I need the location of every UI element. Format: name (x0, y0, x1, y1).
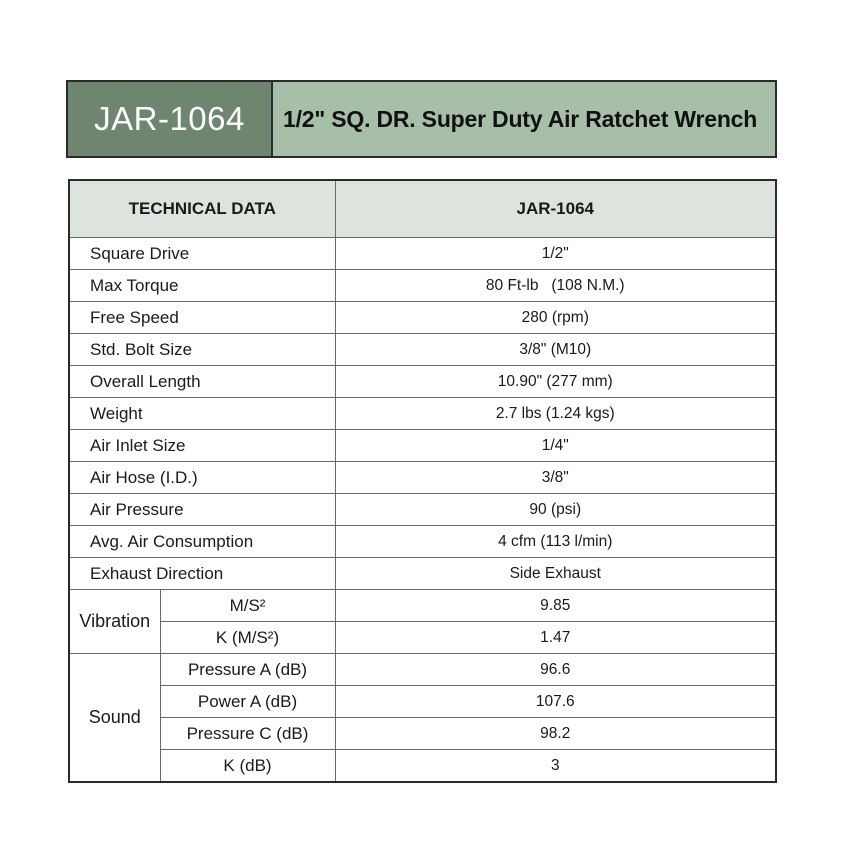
column-header-value: JAR-1064 (335, 180, 776, 238)
table-row (69, 558, 776, 590)
table-row (69, 622, 776, 654)
table-row (69, 750, 776, 783)
product-title: 1/2" SQ. DR. Super Duty Air Ratchet Wrench (273, 82, 775, 156)
table-row (69, 270, 776, 302)
spec-value: Side Exhaust (335, 558, 776, 590)
spec-value: 1/2" (335, 238, 776, 270)
product-header (66, 80, 777, 158)
sound-value: 107.6 (335, 686, 776, 718)
spec-label: Overall Length (69, 366, 335, 398)
spec-value: 1/4" (335, 430, 776, 462)
table-row (69, 398, 776, 430)
spec-label: Square Drive (69, 238, 335, 270)
spec-label: Air Hose (I.D.) (69, 462, 335, 494)
table-row (69, 238, 776, 270)
sound-sub-label: Power A (dB) (160, 686, 335, 718)
sound-sub-label: Pressure A (dB) (160, 654, 335, 686)
sound-value: 96.6 (335, 654, 776, 686)
spec-value: 10.90" (277 mm) (335, 366, 776, 398)
technical-data-table (68, 179, 777, 783)
spec-label: Air Pressure (69, 494, 335, 526)
vibration-value: 1.47 (335, 622, 776, 654)
table-row (69, 494, 776, 526)
spec-label: Exhaust Direction (69, 558, 335, 590)
sound-sub-label: Pressure C (dB) (160, 718, 335, 750)
spec-value: 90 (psi) (335, 494, 776, 526)
spec-value: 80 Ft-lb (108 N.M.) (335, 270, 776, 302)
vibration-group-label: Vibration (69, 590, 160, 654)
spec-label: Max Torque (69, 270, 335, 302)
table-row (69, 430, 776, 462)
spec-label: Free Speed (69, 302, 335, 334)
spec-label: Std. Bolt Size (69, 334, 335, 366)
table-row (69, 718, 776, 750)
sound-value: 98.2 (335, 718, 776, 750)
table-header-row (69, 180, 776, 238)
table-row (69, 302, 776, 334)
table-row (69, 334, 776, 366)
spec-value: 3/8" (335, 462, 776, 494)
vibration-sub-label: K (M/S²) (160, 622, 335, 654)
spec-label: Weight (69, 398, 335, 430)
table-row (69, 686, 776, 718)
model-number: JAR-1064 (68, 82, 273, 156)
table-row (69, 526, 776, 558)
table-row (69, 462, 776, 494)
sound-group-label: Sound (69, 654, 160, 783)
spec-label: Avg. Air Consumption (69, 526, 335, 558)
column-header-label: TECHNICAL DATA (69, 180, 335, 238)
spec-value: 3/8" (M10) (335, 334, 776, 366)
table-row (69, 590, 776, 622)
table-row (69, 366, 776, 398)
spec-label: Air Inlet Size (69, 430, 335, 462)
spec-value: 280 (rpm) (335, 302, 776, 334)
vibration-value: 9.85 (335, 590, 776, 622)
sound-sub-label: K (dB) (160, 750, 335, 783)
sound-value: 3 (335, 750, 776, 783)
spec-value: 4 cfm (113 l/min) (335, 526, 776, 558)
vibration-sub-label: M/S² (160, 590, 335, 622)
spec-value: 2.7 lbs (1.24 kgs) (335, 398, 776, 430)
table-row (69, 654, 776, 686)
